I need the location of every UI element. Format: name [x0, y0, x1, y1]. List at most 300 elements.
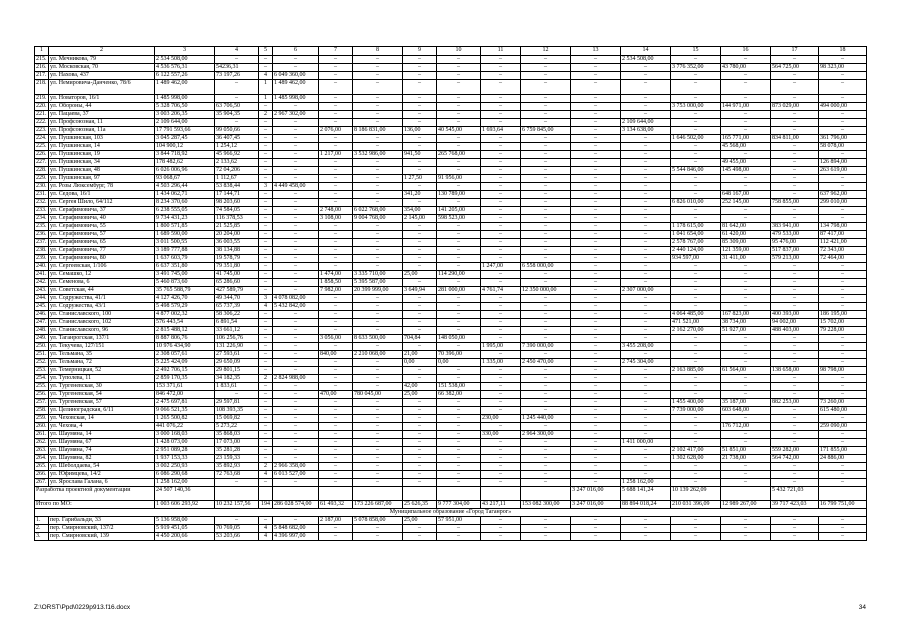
- value-cell: –: [481, 438, 521, 446]
- value-cell: –: [319, 182, 353, 190]
- value-cell: –: [319, 374, 353, 382]
- value-cell: –: [437, 422, 481, 430]
- value-cell: –: [259, 478, 273, 486]
- table-row: [35, 533, 867, 541]
- value-cell: –: [481, 142, 521, 150]
- value-cell: 138 658,00: [771, 366, 819, 374]
- value-cell: –: [259, 270, 273, 278]
- value-cell: –: [571, 214, 621, 222]
- value-cell: –: [273, 326, 319, 334]
- value-cell: –: [481, 190, 521, 198]
- value-cell: –: [259, 262, 273, 270]
- value-cell: 9 734 431,23: [155, 214, 215, 222]
- value-cell: –: [521, 238, 571, 246]
- value-cell: –: [319, 134, 353, 142]
- value-cell: 3 491 745,00: [155, 270, 215, 278]
- value-cell: 63 706,50: [215, 102, 259, 110]
- value-cell: –: [521, 134, 571, 142]
- value-cell: –: [571, 262, 621, 270]
- value-cell: –: [353, 478, 403, 486]
- value-cell: 131 226,90: [215, 342, 259, 350]
- value-cell: –: [621, 222, 671, 230]
- value-cell: 882 253,00: [771, 398, 819, 406]
- value-cell: 3 189 777,88: [155, 246, 215, 254]
- address-cell: ул. Тельмана, 35: [49, 350, 155, 358]
- municipality-header-row: [35, 509, 867, 517]
- value-cell: –: [721, 286, 771, 294]
- value-cell: –: [437, 246, 481, 254]
- value-cell: 2: [259, 462, 273, 470]
- value-cell: –: [273, 134, 319, 142]
- value-cell: –: [481, 318, 521, 326]
- value-cell: 615 480,00: [819, 406, 867, 414]
- table-row: [35, 462, 867, 470]
- address-cell: ул. Пушкинская, 48: [49, 166, 155, 174]
- value-cell: –: [259, 56, 273, 64]
- value-cell: –: [273, 190, 319, 198]
- value-cell: –: [671, 182, 721, 190]
- value-cell: 1 178 615,00: [671, 222, 721, 230]
- value-cell: –: [273, 390, 319, 398]
- value-cell: –: [403, 166, 437, 174]
- table-row: [35, 438, 867, 446]
- value-cell: –: [721, 110, 771, 118]
- value-cell: –: [521, 462, 571, 470]
- value-cell: –: [437, 238, 481, 246]
- value-cell: –: [521, 198, 571, 206]
- value-cell: –: [319, 56, 353, 64]
- value-cell: 73 197,26: [215, 72, 259, 80]
- value-cell: –: [353, 142, 403, 150]
- value-cell: 1 112,67: [215, 174, 259, 182]
- value-cell: –: [771, 80, 819, 95]
- value-cell: –: [481, 254, 521, 262]
- value-cell: –: [571, 366, 621, 374]
- value-cell: 1 27,50: [403, 174, 437, 182]
- value-cell: –: [721, 390, 771, 398]
- value-cell: –: [273, 56, 319, 64]
- value-cell: 61 564,00: [721, 366, 771, 374]
- value-cell: –: [403, 326, 437, 334]
- table-row: [35, 517, 867, 525]
- table-row: [35, 478, 867, 486]
- value-cell: –: [319, 166, 353, 174]
- value-cell: –: [437, 198, 481, 206]
- value-cell: –: [403, 262, 437, 270]
- value-cell: –: [819, 438, 867, 446]
- row-number: 238.: [36, 246, 47, 253]
- value-cell: 4 127 426,70: [155, 294, 215, 302]
- address-cell: пер. Смирновский, 137/2: [49, 525, 155, 533]
- value-cell: 29 650,09: [215, 358, 259, 366]
- value-cell: 72 343,00: [819, 246, 867, 254]
- row-number: 247.: [36, 318, 47, 325]
- value-cell: –: [273, 406, 319, 414]
- value-cell: 42,00: [403, 382, 437, 390]
- value-cell: –: [819, 270, 867, 278]
- table-row: [35, 56, 867, 64]
- value-cell: –: [273, 478, 319, 486]
- value-cell: –: [521, 64, 571, 72]
- value-cell: 3 002 250,93: [155, 462, 215, 470]
- value-cell: –: [571, 64, 621, 72]
- value-cell: –: [621, 390, 671, 398]
- value-cell: 2 748,00: [319, 206, 353, 214]
- value-cell: 1 335,00: [481, 358, 521, 366]
- address-cell: ул. Пушкинская, 19: [49, 150, 155, 158]
- value-cell: –: [437, 94, 481, 102]
- value-cell: –: [437, 318, 481, 326]
- value-cell: 41 745,00: [215, 270, 259, 278]
- value-cell: –: [671, 294, 721, 302]
- value-cell: 72 464,00: [819, 254, 867, 262]
- value-cell: [481, 486, 521, 501]
- value-cell: 479 533,00: [771, 230, 819, 238]
- value-cell: –: [273, 142, 319, 150]
- value-cell: –: [521, 254, 571, 262]
- value-cell: –: [521, 94, 571, 102]
- value-cell: –: [319, 158, 353, 166]
- value-cell: –: [521, 525, 571, 533]
- value-cell: 165 771,00: [721, 134, 771, 142]
- value-cell: –: [819, 174, 867, 182]
- table-row: [35, 302, 867, 310]
- row-number: 242.: [36, 278, 47, 285]
- value-cell: –: [671, 374, 721, 382]
- table-row: [35, 446, 867, 454]
- value-cell: –: [437, 398, 481, 406]
- value-cell: –: [437, 414, 481, 422]
- value-cell: 24 886,00: [819, 454, 867, 462]
- value-cell: 31 411,00: [721, 254, 771, 262]
- address-cell: ул. Ярослава Галана, 6: [49, 478, 155, 486]
- value-cell: –: [521, 246, 571, 254]
- value-cell: –: [319, 446, 353, 454]
- row-number: 261.: [36, 430, 47, 437]
- value-cell: –: [215, 56, 259, 64]
- value-cell: –: [403, 238, 437, 246]
- value-cell: 564 725,00: [771, 64, 819, 72]
- address-cell: ул. Профсоюзная, 11а: [49, 126, 155, 134]
- table-row: [35, 390, 867, 398]
- value-cell: –: [771, 262, 819, 270]
- value-cell: –: [521, 454, 571, 462]
- value-cell: 494 000,00: [819, 102, 867, 110]
- value-cell: 5 919 451,05: [155, 525, 215, 533]
- row-number: 236.: [36, 230, 47, 237]
- value-cell: 40 545,00: [437, 126, 481, 134]
- value-cell: –: [273, 238, 319, 246]
- value-cell: –: [353, 454, 403, 462]
- value-cell: 758 855,00: [771, 198, 819, 206]
- value-cell: –: [671, 350, 721, 358]
- value-cell: 34 182,35: [215, 374, 259, 382]
- address-cell: ул. Советская, 44: [49, 286, 155, 294]
- value-cell: –: [571, 382, 621, 390]
- value-cell: –: [721, 294, 771, 302]
- value-cell: –: [521, 102, 571, 110]
- value-cell: –: [353, 310, 403, 318]
- value-cell: –: [353, 366, 403, 374]
- column-number: 16: [721, 47, 771, 56]
- row-number: 240.: [36, 262, 47, 269]
- table-row: [35, 174, 867, 182]
- value-cell: –: [771, 374, 819, 382]
- value-cell: –: [353, 102, 403, 110]
- value-cell: [273, 486, 319, 501]
- value-cell: –: [521, 230, 571, 238]
- value-cell: –: [621, 462, 671, 470]
- value-cell: –: [273, 414, 319, 422]
- design-documentation-row: [35, 486, 867, 501]
- value-cell: 58 306,22: [215, 310, 259, 318]
- value-cell: –: [771, 358, 819, 366]
- address-cell: ул. Профсоюзная, 11: [49, 118, 155, 126]
- value-cell: 5 460 873,60: [155, 278, 215, 286]
- value-cell: –: [403, 533, 437, 541]
- value-cell: –: [571, 310, 621, 318]
- value-cell: –: [437, 222, 481, 230]
- value-cell: –: [319, 478, 353, 486]
- value-cell: –: [353, 134, 403, 142]
- row-number: 237.: [36, 238, 47, 245]
- value-cell: –: [403, 310, 437, 318]
- value-cell: 3 532 986,00: [353, 150, 403, 158]
- value-cell: 153 082 300,00: [521, 501, 571, 509]
- value-cell: –: [353, 533, 403, 541]
- address-cell: ул. Серафимовича, 55: [49, 222, 155, 230]
- value-cell: 2 534 508,00: [621, 56, 671, 64]
- value-cell: 5 498 579,29: [155, 302, 215, 310]
- value-cell: 186 195,00: [819, 310, 867, 318]
- table-row: [35, 190, 867, 198]
- row-number: 217.: [36, 72, 47, 78]
- value-cell: –: [671, 334, 721, 342]
- value-cell: 15 069,82: [215, 414, 259, 422]
- value-cell: 10 232 157,56: [215, 501, 259, 509]
- value-cell: –: [671, 438, 721, 446]
- value-cell: 9 777 304,00: [437, 501, 481, 509]
- value-cell: –: [215, 517, 259, 525]
- value-cell: 4 877 002,32: [155, 310, 215, 318]
- table-row: [35, 334, 867, 342]
- address-cell: ул. Пушкинская, 97: [49, 174, 155, 182]
- table-row: [35, 72, 867, 80]
- value-cell: –: [671, 72, 721, 80]
- value-cell: –: [819, 126, 867, 134]
- value-cell: –: [403, 342, 437, 350]
- value-cell: –: [521, 110, 571, 118]
- value-cell: 114 290,00: [437, 270, 481, 278]
- value-cell: –: [621, 374, 671, 382]
- table-row: [35, 110, 867, 118]
- value-cell: –: [621, 422, 671, 430]
- municipality-name: Муниципальное образование «Город Таганрог»: [35, 509, 867, 517]
- value-cell: –: [319, 430, 353, 438]
- table-row: [35, 118, 867, 126]
- value-cell: 27 593,61: [215, 350, 259, 358]
- value-cell: 1 258 162,00: [621, 478, 671, 486]
- value-cell: –: [481, 56, 521, 64]
- value-cell: 8 234 370,60: [155, 198, 215, 206]
- value-cell: 74 584,05: [215, 206, 259, 214]
- value-cell: –: [819, 262, 867, 270]
- value-cell: –: [437, 446, 481, 454]
- value-cell: 603 648,00: [721, 406, 771, 414]
- value-cell: –: [671, 382, 721, 390]
- value-cell: 4: [259, 533, 273, 541]
- value-cell: –: [521, 118, 571, 126]
- value-cell: 6 826 010,00: [671, 198, 721, 206]
- value-cell: –: [571, 478, 621, 486]
- value-cell: 4 450 200,66: [155, 533, 215, 541]
- value-cell: –: [215, 94, 259, 102]
- value-cell: 65 737,39: [215, 302, 259, 310]
- value-cell: –: [621, 158, 671, 166]
- value-cell: –: [437, 278, 481, 286]
- value-cell: 3 003 206,35: [155, 110, 215, 118]
- value-cell: –: [521, 80, 571, 95]
- value-cell: 25 626,35: [403, 501, 437, 509]
- value-cell: –: [671, 206, 721, 214]
- value-cell: 3 108,00: [319, 214, 353, 222]
- value-cell: –: [521, 190, 571, 198]
- value-cell: –: [481, 406, 521, 414]
- value-cell: –: [671, 342, 721, 350]
- value-cell: 3 247 016,00: [571, 501, 621, 509]
- value-cell: –: [571, 134, 621, 142]
- value-cell: –: [771, 382, 819, 390]
- value-cell: –: [319, 358, 353, 366]
- value-cell: –: [403, 278, 437, 286]
- value-cell: –: [621, 262, 671, 270]
- value-cell: 281 000,00: [437, 286, 481, 294]
- value-cell: –: [481, 246, 521, 254]
- value-cell: 104 900,12: [155, 142, 215, 150]
- value-cell: –: [621, 294, 671, 302]
- value-cell: –: [771, 118, 819, 126]
- value-cell: –: [521, 470, 571, 478]
- value-cell: –: [353, 246, 403, 254]
- value-cell: 94 002,00: [771, 318, 819, 326]
- value-cell: –: [437, 478, 481, 486]
- value-cell: –: [273, 278, 319, 286]
- value-cell: –: [259, 310, 273, 318]
- value-cell: –: [721, 470, 771, 478]
- table-row: [35, 454, 867, 462]
- value-cell: –: [819, 517, 867, 525]
- value-cell: –: [671, 525, 721, 533]
- address-cell: ул. Московская, 70: [49, 64, 155, 72]
- value-cell: –: [621, 406, 671, 414]
- value-cell: 49 344,70: [215, 294, 259, 302]
- value-cell: –: [259, 342, 273, 350]
- value-cell: 21 525,85: [215, 222, 259, 230]
- value-cell: –: [403, 246, 437, 254]
- value-cell: –: [771, 142, 819, 150]
- value-cell: –: [771, 270, 819, 278]
- value-cell: 3 000 168,03: [155, 430, 215, 438]
- value-cell: –: [403, 525, 437, 533]
- value-cell: –: [621, 230, 671, 238]
- value-cell: 12 989 267,00: [721, 501, 771, 509]
- value-cell: 45 966,92: [215, 150, 259, 158]
- value-cell: 116 378,53: [215, 214, 259, 222]
- value-cell: 178 482,62: [155, 158, 215, 166]
- table-row: [35, 206, 867, 214]
- value-cell: –: [319, 470, 353, 478]
- value-cell: –: [215, 478, 259, 486]
- value-cell: 1 245 440,00: [521, 414, 571, 422]
- table-row: [35, 310, 867, 318]
- value-cell: –: [771, 302, 819, 310]
- value-cell: –: [259, 446, 273, 454]
- value-cell: –: [521, 406, 571, 414]
- value-cell: 1: [259, 80, 273, 95]
- value-cell: 488 403,00: [771, 326, 819, 334]
- value-cell: –: [353, 525, 403, 533]
- row-number: 216.: [36, 64, 47, 70]
- value-cell: –: [771, 470, 819, 478]
- value-cell: –: [819, 478, 867, 486]
- value-cell: –: [259, 142, 273, 150]
- value-cell: –: [671, 414, 721, 422]
- row-number: 219.: [36, 94, 47, 101]
- value-cell: –: [671, 286, 721, 294]
- value-cell: –: [353, 254, 403, 262]
- value-cell: –: [621, 150, 671, 158]
- value-cell: –: [571, 254, 621, 262]
- value-cell: –: [259, 126, 273, 134]
- table-row: [35, 294, 867, 302]
- value-cell: 5 078 858,00: [353, 517, 403, 525]
- value-cell: 167 823,00: [721, 310, 771, 318]
- value-cell: 2 163 885,00: [671, 366, 721, 374]
- table-row: [35, 430, 867, 438]
- value-cell: 427 589,79: [215, 286, 259, 294]
- value-cell: –: [353, 446, 403, 454]
- row-number: 227.: [36, 158, 47, 165]
- value-cell: –: [273, 150, 319, 158]
- value-cell: 1 485 998,00: [155, 94, 215, 102]
- value-cell: –: [571, 517, 621, 525]
- value-cell: 3: [259, 294, 273, 302]
- value-cell: 648 167,00: [721, 190, 771, 198]
- value-cell: 1 041 654,00: [671, 230, 721, 238]
- value-cell: –: [259, 414, 273, 422]
- row-number: 223.: [36, 126, 47, 133]
- value-cell: –: [437, 230, 481, 238]
- value-cell: –: [771, 430, 819, 438]
- row-number: 218.: [35, 80, 49, 95]
- value-cell: –: [353, 470, 403, 478]
- value-cell: –: [273, 350, 319, 358]
- value-cell: 2 964 300,00: [521, 430, 571, 438]
- value-cell: 58 078,00: [819, 142, 867, 150]
- value-cell: –: [721, 118, 771, 126]
- value-cell: –: [771, 462, 819, 470]
- value-cell: –: [437, 166, 481, 174]
- value-cell: –: [273, 174, 319, 182]
- row-number: 258.: [36, 406, 47, 413]
- value-cell: –: [721, 374, 771, 382]
- value-cell: –: [273, 222, 319, 230]
- value-cell: –: [215, 80, 259, 95]
- value-cell: 79 228,00: [819, 326, 867, 334]
- column-number: 9: [403, 47, 437, 56]
- value-cell: –: [521, 446, 571, 454]
- value-cell: –: [571, 198, 621, 206]
